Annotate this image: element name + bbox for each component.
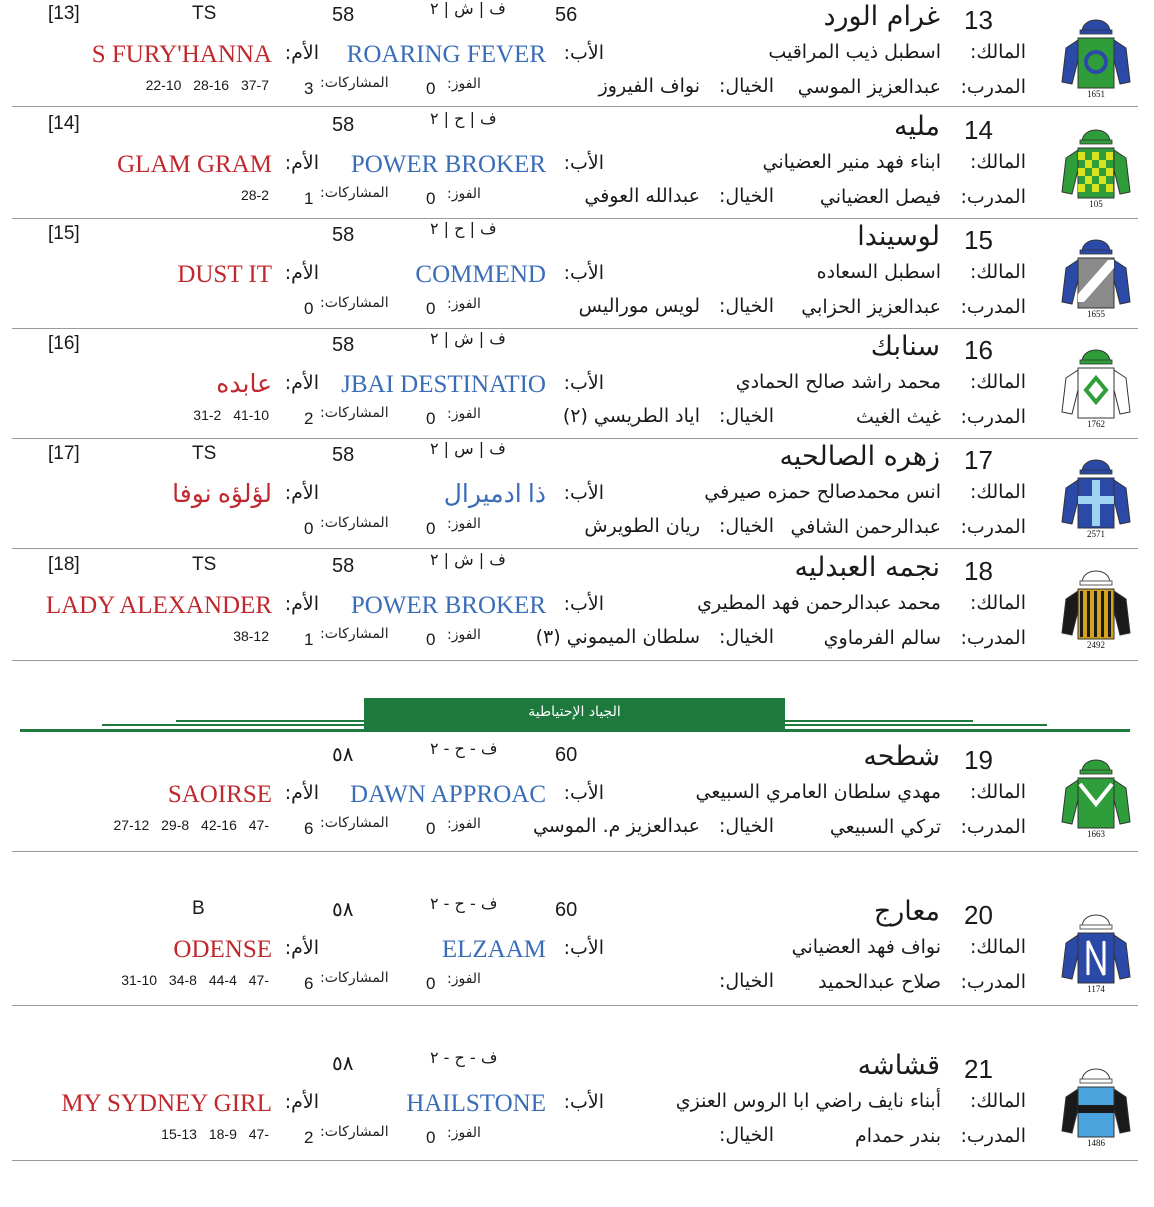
jockey-label: الخيال:: [718, 295, 774, 317]
owner-name: محمد راشد صالح الحمادي: [735, 371, 941, 393]
svg-text:1651: 1651: [1087, 89, 1105, 99]
trainer-label: المدرب:: [960, 627, 1026, 649]
sire-name: ELZAAM: [441, 936, 546, 963]
horse-details: ف | ش | ٢: [430, 0, 506, 18]
jockey-silks-icon: [1056, 899, 1138, 995]
owner-name: نواف فهد العضياني: [791, 936, 941, 958]
runs-count: 3: [304, 79, 314, 98]
horse-details: ف - ح - ٢: [430, 1048, 498, 1067]
runs-count: 1: [304, 630, 314, 649]
horse-name: مليه: [893, 111, 940, 142]
trainer-label: المدرب:: [960, 1125, 1026, 1147]
draw-number: [14]: [48, 113, 80, 134]
sire-label: الأب:: [563, 1091, 604, 1113]
jockey-name: اياد الطريسي (٢): [562, 405, 700, 427]
svg-text:2492: 2492: [1087, 640, 1105, 650]
runner-number: 13: [964, 5, 993, 35]
runner-number: 20: [964, 900, 993, 930]
row-divider: [12, 1005, 1138, 1006]
equipment-tag: B: [192, 898, 205, 919]
trainer-name: سالم الفرماوي: [823, 627, 941, 649]
weight: 58: [332, 334, 355, 356]
jockey-silks-icon: [1056, 444, 1138, 540]
dam-name: S FURY'HANNA: [91, 41, 272, 68]
runs-label: المشاركات:: [320, 626, 389, 642]
wins-count: 0: [426, 819, 436, 838]
trainer-name: عبدالرحمن الشافي: [790, 516, 941, 538]
wins-count: 0: [426, 79, 436, 98]
runs-count: 0: [304, 519, 314, 538]
trainer-label: المدرب:: [960, 971, 1026, 993]
sire-name: JBAI DESTINATIO: [341, 371, 546, 398]
owner-label: المالك:: [969, 1090, 1026, 1112]
runs-count: 2: [304, 409, 314, 428]
dam-label: الأم:: [284, 593, 319, 615]
wins-count: 0: [426, 189, 436, 208]
horse-details: ف - ح - ٢: [430, 894, 498, 913]
recent-form: 15-13 18-9 47-: [161, 1126, 269, 1142]
owner-label: المالك:: [969, 781, 1026, 803]
horse-details: ف - ح - ٢: [430, 739, 498, 758]
runs-label: المشاركات:: [320, 185, 389, 201]
runner-number: 18: [964, 556, 993, 586]
sire-label: الأب:: [563, 152, 604, 174]
sire-label: الأب:: [563, 937, 604, 959]
equipment-tag: TS: [192, 3, 217, 24]
horse-name: معارج: [873, 896, 940, 927]
draw-number: [18]: [48, 554, 80, 575]
wins-label: الفوز:: [447, 406, 481, 422]
runs-label: المشاركات:: [320, 405, 389, 421]
jockey-name: لويس موراليس: [578, 295, 700, 317]
trainer-name: بندر حمدام: [855, 1125, 941, 1147]
horse-details: ف | ش | ٢: [430, 329, 506, 348]
trainer-name: فيصل العضياني: [819, 186, 941, 208]
jockey-name: نواف الفيروز: [598, 75, 700, 97]
weight: 58: [332, 4, 355, 26]
horse-name: قشاشه: [857, 1050, 940, 1081]
owner-name: مهدي سلطان العامري السبيعي: [695, 781, 941, 803]
jockey-label: الخيال:: [718, 970, 774, 992]
recent-form: 31-2 41-10: [193, 407, 269, 423]
sire-label: الأب:: [563, 372, 604, 394]
row-divider: [12, 218, 1138, 219]
runs-count: 6: [304, 974, 314, 993]
weight: 58: [332, 555, 355, 577]
trainer-name: تركي السبيعي: [829, 816, 941, 838]
jockey-label: الخيال:: [718, 626, 774, 648]
trainer-name: عبدالعزيز الموسي: [797, 76, 941, 98]
svg-text:1486: 1486: [1087, 1138, 1105, 1148]
rating: 56: [555, 4, 578, 26]
dam-label: الأم:: [284, 42, 319, 64]
horse-name: غرام الورد: [823, 1, 940, 32]
horse-details: ف | س | ٢: [430, 439, 506, 458]
owner-label: المالك:: [969, 261, 1026, 283]
weight: ٥٨: [332, 1053, 354, 1075]
rating: 60: [555, 744, 578, 766]
dam-name: SAOIRSE: [167, 781, 272, 808]
dam-name: DUST IT: [177, 261, 272, 288]
recent-form: 22-10 28-16 37-7: [145, 77, 269, 93]
jockey-label: الخيال:: [718, 1124, 774, 1146]
wins-count: 0: [426, 409, 436, 428]
horse-details: ف | ح | ٢: [430, 109, 497, 128]
dam-label: الأم:: [284, 482, 319, 504]
equipment-tag: TS: [192, 443, 217, 464]
owner-label: المالك:: [969, 41, 1026, 63]
jockey-label: الخيال:: [718, 405, 774, 427]
horse-name: سنابك: [870, 331, 940, 362]
horse-name: زهره الصالحيه: [779, 441, 940, 472]
wins-count: 0: [426, 630, 436, 649]
horse-details: ف | ح | ٢: [430, 219, 497, 238]
weight: ٥٨: [332, 744, 354, 766]
draw-number: [16]: [48, 333, 80, 354]
jockey-name: عبدالعزيز م. الموسي: [532, 815, 700, 837]
runs-count: 1: [304, 189, 314, 208]
jockey-silks-icon: [1056, 224, 1138, 320]
row-divider: [12, 548, 1138, 549]
wins-label: الفوز:: [447, 971, 481, 987]
wins-label: الفوز:: [447, 627, 481, 643]
horse-name: نجمه العبدليه: [794, 552, 940, 583]
owner-label: المالك:: [969, 151, 1026, 173]
dam-name: عابده: [216, 371, 272, 398]
horse-details: ف | ش | ٢: [430, 550, 506, 569]
draw-number: [13]: [48, 3, 80, 24]
dam-label: الأم:: [284, 937, 319, 959]
jockey-label: الخيال:: [718, 185, 774, 207]
row-divider: [12, 660, 1138, 661]
runs-count: 6: [304, 819, 314, 838]
runner-number: 21: [964, 1054, 993, 1084]
sire-label: الأب:: [563, 482, 604, 504]
sire-name: POWER BROKER: [350, 592, 546, 619]
trainer-label: المدرب:: [960, 186, 1026, 208]
trainer-name: عبدالعزيز الحزابي: [801, 296, 941, 318]
reserve-title: الجياد الإحتياطية: [364, 698, 785, 730]
sire-name: ذا ادميرال: [443, 481, 546, 508]
owner-label: المالك:: [969, 936, 1026, 958]
svg-text:1655: 1655: [1087, 309, 1105, 319]
trainer-name: صلاح عبدالحميد: [818, 971, 941, 993]
runs-label: المشاركات:: [320, 295, 389, 311]
runner-number: 17: [964, 445, 993, 475]
horse-name: شطحه: [863, 741, 940, 772]
owner-label: المالك:: [969, 592, 1026, 614]
runs-count: 0: [304, 299, 314, 318]
jockey-silks-icon: [1056, 1053, 1138, 1149]
wins-label: الفوز:: [447, 296, 481, 312]
jockey-name: عبدالله العوفي: [584, 185, 700, 207]
jockey-label: الخيال:: [718, 815, 774, 837]
jockey-silks-icon: [1056, 555, 1138, 651]
row-divider: [12, 438, 1138, 439]
svg-text:105: 105: [1089, 199, 1103, 209]
wins-count: 0: [426, 1128, 436, 1147]
weight: ٥٨: [332, 899, 354, 921]
owner-name: انس محمدصالح حمزه صيرفي: [704, 481, 941, 503]
sire-name: POWER BROKER: [350, 151, 546, 178]
jockey-label: الخيال:: [718, 515, 774, 537]
weight: 58: [332, 114, 355, 136]
wins-label: الفوز:: [447, 186, 481, 202]
sire-name: COMMEND: [415, 261, 546, 288]
equipment-tag: TS: [192, 554, 217, 575]
dam-name: MY SYDNEY GIRL: [61, 1090, 272, 1117]
dam-label: الأم:: [284, 1091, 319, 1113]
draw-number: [15]: [48, 223, 80, 244]
svg-text:1174: 1174: [1087, 984, 1105, 994]
runs-label: المشاركات:: [320, 515, 389, 531]
dam-label: الأم:: [284, 152, 319, 174]
row-divider: [12, 851, 1138, 852]
runs-label: المشاركات:: [320, 1124, 389, 1140]
runs-label: المشاركات:: [320, 75, 389, 91]
runs-label: المشاركات:: [320, 815, 389, 831]
wins-label: الفوز:: [447, 816, 481, 832]
sire-label: الأب:: [563, 42, 604, 64]
runs-count: 2: [304, 1128, 314, 1147]
recent-form: 38-12: [233, 628, 269, 644]
draw-number: [17]: [48, 443, 80, 464]
svg-text:1663: 1663: [1087, 829, 1105, 839]
row-divider: [12, 328, 1138, 329]
svg-text:2571: 2571: [1087, 529, 1105, 539]
row-divider: [12, 1160, 1138, 1161]
owner-name: اسطبل ذيب المراقيب: [768, 41, 941, 63]
wins-count: 0: [426, 519, 436, 538]
owner-name: ابناء فهد منير العضياني: [762, 151, 941, 173]
dam-name: لؤلؤه نوفا: [172, 481, 272, 508]
jockey-label: الخيال:: [718, 75, 774, 97]
row-divider: [12, 106, 1138, 107]
svg-text:1762: 1762: [1087, 419, 1105, 429]
sire-name: ROARING FEVER: [346, 41, 546, 68]
sire-label: الأب:: [563, 782, 604, 804]
dam-name: GLAM GRAM: [117, 151, 272, 178]
runner-number: 14: [964, 115, 993, 145]
jockey-name: سلطان الميموني (٣): [535, 626, 700, 648]
trainer-label: المدرب:: [960, 516, 1026, 538]
wins-label: الفوز:: [447, 516, 481, 532]
jockey-name: ريان الطويرش: [584, 515, 700, 537]
recent-form: 31-10 34-8 44-4 47-: [121, 972, 269, 988]
dam-name: ODENSE: [173, 936, 272, 963]
wins-count: 0: [426, 299, 436, 318]
sire-name: HAILSTONE: [406, 1090, 546, 1117]
weight: 58: [332, 224, 355, 246]
wins-count: 0: [426, 974, 436, 993]
trainer-label: المدرب:: [960, 406, 1026, 428]
sire-label: الأب:: [563, 593, 604, 615]
wins-label: الفوز:: [447, 1125, 481, 1141]
owner-name: أبناء نايف راضي ابا الروس العنزي: [675, 1090, 941, 1112]
wins-label: الفوز:: [447, 76, 481, 92]
jockey-silks-icon: [1056, 744, 1138, 840]
jockey-silks-icon: [1056, 4, 1138, 100]
horse-name: لوسيندا: [857, 221, 940, 252]
runner-number: 16: [964, 335, 993, 365]
sire-label: الأب:: [563, 262, 604, 284]
runner-number: 15: [964, 225, 993, 255]
weight: 58: [332, 444, 355, 466]
runner-number: 19: [964, 745, 993, 775]
dam-label: الأم:: [284, 782, 319, 804]
runs-label: المشاركات:: [320, 970, 389, 986]
recent-form: 28-2: [240, 187, 269, 203]
sire-name: DAWN APPROAC: [350, 781, 546, 808]
rating: 60: [555, 899, 578, 921]
recent-form: 27-12 29-8 42-16 47-: [113, 817, 269, 833]
reserve-section: [0, 698, 1154, 738]
trainer-label: المدرب:: [960, 76, 1026, 98]
jockey-silks-icon: [1056, 114, 1138, 210]
trainer-name: غيث الغيث: [856, 406, 941, 428]
jockey-silks-icon: [1056, 334, 1138, 430]
trainer-label: المدرب:: [960, 296, 1026, 318]
owner-label: المالك:: [969, 481, 1026, 503]
trainer-label: المدرب:: [960, 816, 1026, 838]
dam-label: الأم:: [284, 372, 319, 394]
dam-name: LADY ALEXANDER: [45, 592, 272, 619]
owner-name: اسطبل السعاده: [816, 261, 941, 283]
owner-name: محمد عبدالرحمن فهد المطيري: [697, 592, 941, 614]
owner-label: المالك:: [969, 371, 1026, 393]
dam-label: الأم:: [284, 262, 319, 284]
